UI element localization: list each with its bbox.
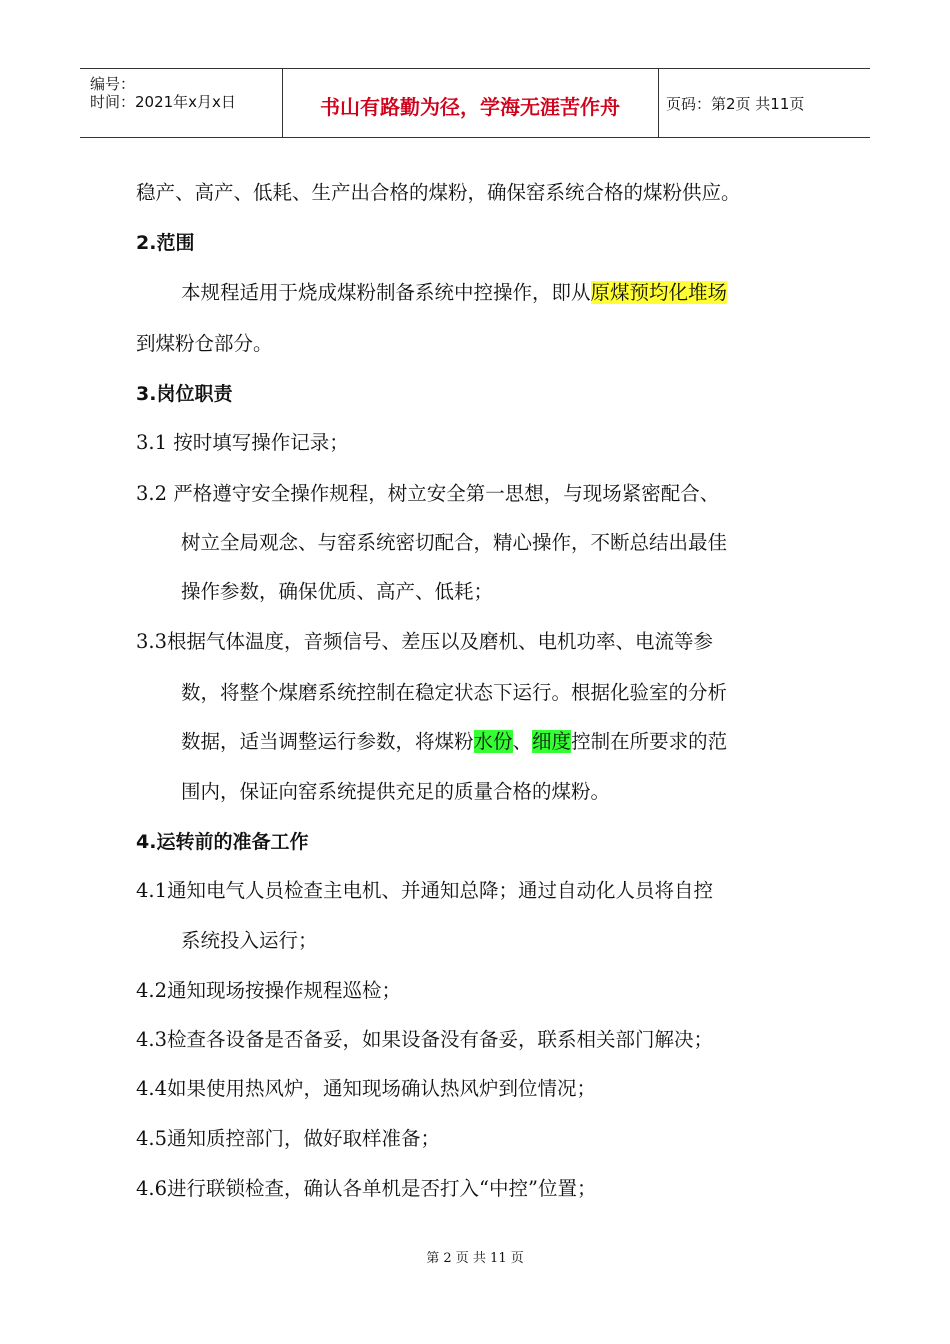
header-motto: 书山有路勤为径，学海无涯苦作舟 <box>320 95 620 119</box>
highlighted-text: 水份 <box>473 730 513 753</box>
list-item-continuation: 围内，保证向窑系统提供充足的质量合格的煤粉。 <box>181 780 611 803</box>
highlighted-text: 细度 <box>532 730 572 753</box>
section-heading: 4.运转前的准备工作 <box>136 831 309 853</box>
list-item: 4.4如果使用热风炉，通知现场确认热风炉到位情况； <box>136 1077 597 1100</box>
page-footer: 第 2 页 共 11 页 <box>426 1251 524 1266</box>
list-item: 4.5通知质控部门，做好取样准备； <box>136 1127 441 1150</box>
section-heading: 2.范围 <box>136 232 195 254</box>
list-item: 3.3根据气体温度，音频信号、差压以及磨机、电机功率、电流等参 <box>136 630 714 653</box>
list-item-continuation: 系统投入运行； <box>181 929 318 952</box>
body-line <box>181 280 727 306</box>
body-text: 控制在所要求的范 <box>571 730 728 753</box>
section-heading: 3.岗位职责 <box>136 383 233 405</box>
list-item: 4.6进行联锁检查，确认各单机是否打入“中控”位置； <box>136 1177 597 1200</box>
list-item-continuation: 树立全局观念、与窑系统密切配合，精心操作，不断总结出最佳 <box>181 531 728 554</box>
header-page-number: 页码：第2页 共11页 <box>666 95 805 113</box>
list-item: 3.2 严格遵守安全操作规程，树立安全第一思想，与现场紧密配合、 <box>136 482 720 505</box>
header-motto-cell <box>282 69 659 137</box>
list-item: 4.1通知电气人员检查主电机、并通知总降；通过自动化人员将自控 <box>136 879 714 902</box>
list-item-continuation: 数，将整个煤磨系统控制在稳定状态下运行。根据化验室的分析 <box>181 681 728 704</box>
list-item: 4.2通知现场按操作规程巡检； <box>136 979 402 1002</box>
header-page-cell <box>658 69 870 137</box>
highlighted-text: 原煤预均化堆场 <box>590 281 728 304</box>
body-line: 到煤粉仓部分。 <box>136 332 273 355</box>
header-number: 编号： <box>90 75 136 93</box>
body-text: 、 <box>512 730 533 753</box>
body-line: 稳产、高产、低耗、生产出合格的煤粉，确保窑系统合格的煤粉供应。 <box>136 181 741 204</box>
document-header <box>80 68 870 138</box>
body-text: 本规程适用于烧成煤粉制备系统中控操作，即从 <box>181 281 591 304</box>
body-text: 数据，适当调整运行参数，将煤粉 <box>181 730 474 753</box>
header-info-cell <box>80 69 283 137</box>
header-date: 时间：2021年x月x日 <box>90 93 236 111</box>
list-item-continuation: 操作参数，确保优质、高产、低耗； <box>181 580 494 603</box>
list-item: 3.1 按时填写操作记录； <box>136 431 349 454</box>
list-item: 4.3检查各设备是否备妥，如果设备没有备妥，联系相关部门解决； <box>136 1028 714 1051</box>
list-item-continuation <box>181 729 727 755</box>
